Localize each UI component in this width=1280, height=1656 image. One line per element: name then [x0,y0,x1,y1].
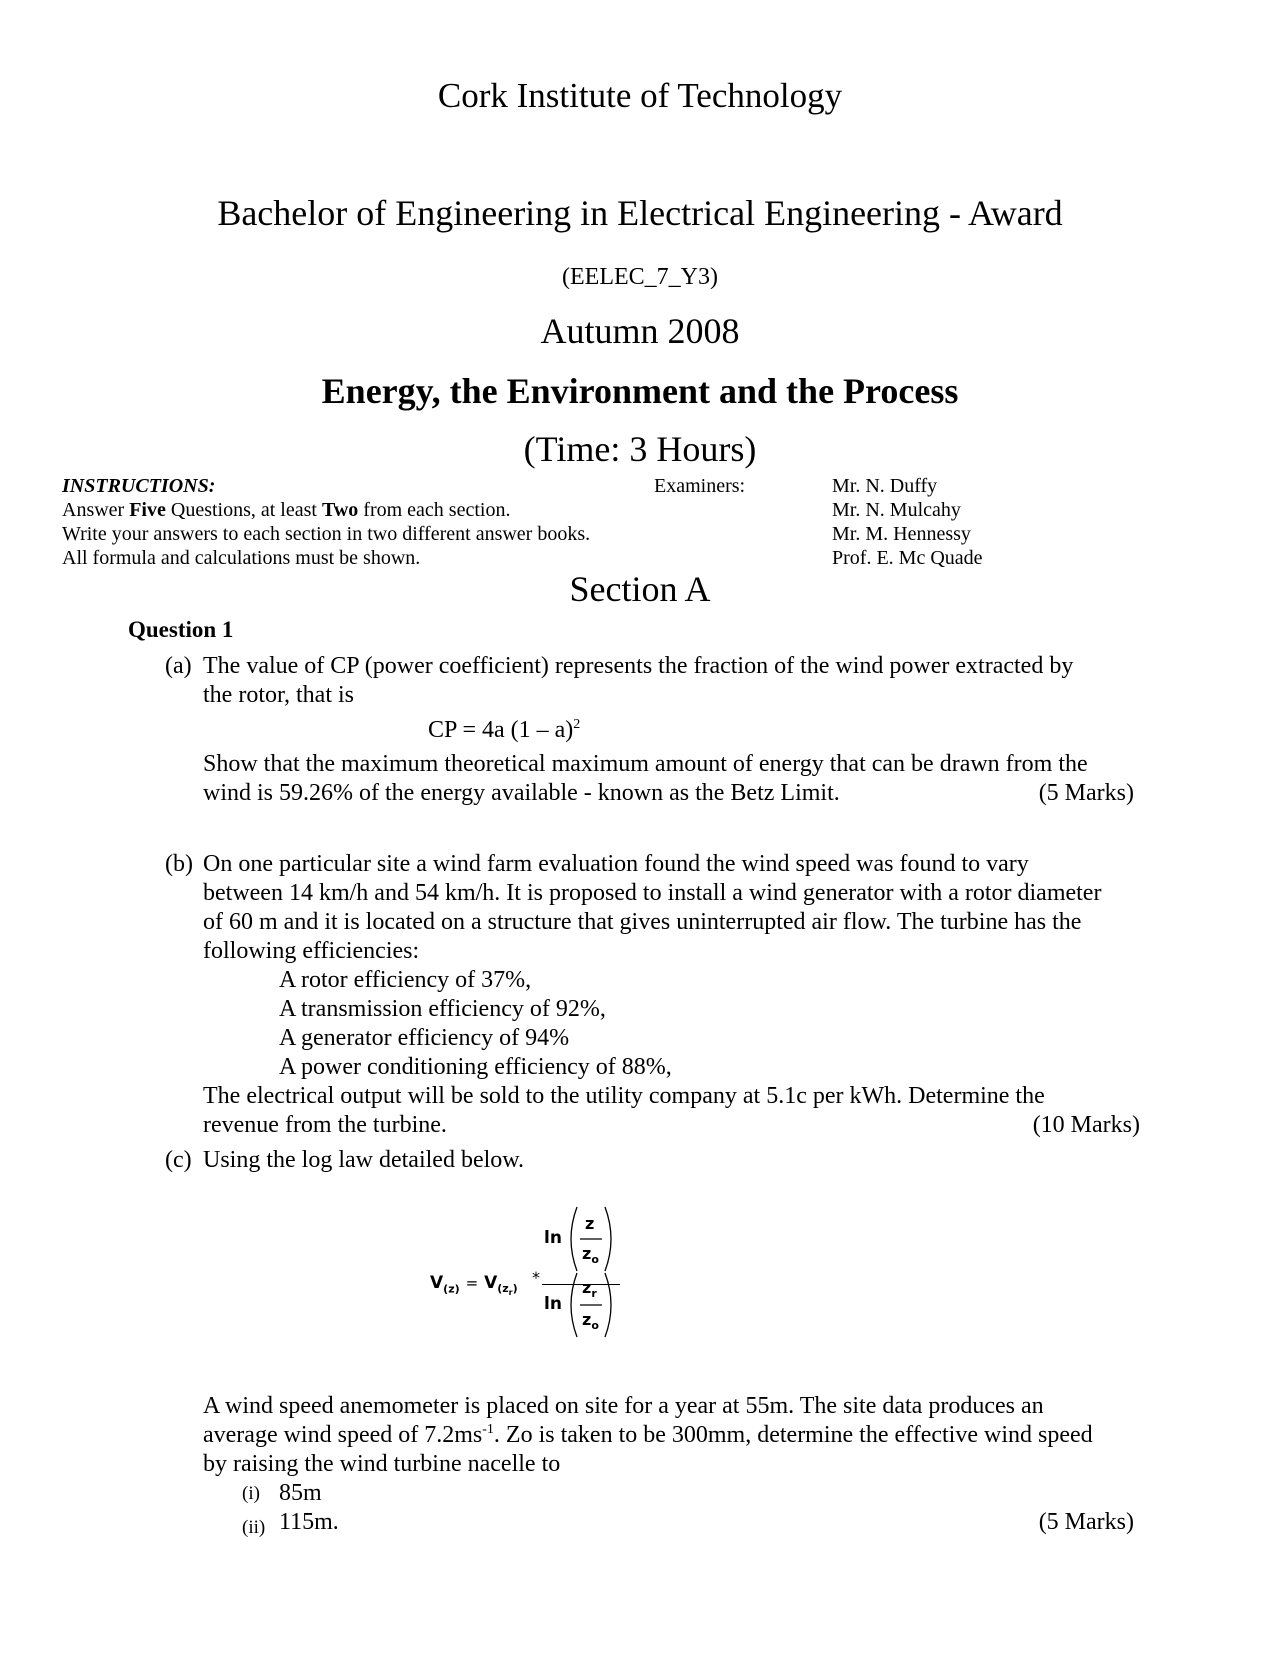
text-line: Show that the maximum theoretical maximum amount of energy that can be drawn from the [203,751,1088,777]
examiners-label: Examiners: [654,475,746,497]
subpart-value: 115m. [279,1509,339,1535]
subpart-label: (ii) [242,1517,266,1538]
text-line: of 60 m and it is located on a structure that gives uninterrupted air flow. The turbine has the [203,909,1082,935]
formula-symbol: V [430,1273,444,1293]
institution-title: Cork Institute of Technology [437,76,843,115]
formula-subscript: (z [497,1282,509,1296]
formula-symbol: z [582,1310,592,1329]
part-a-marks: (5 Marks) [1038,780,1134,806]
text-segment: average wind speed of 7.2ms [203,1422,483,1448]
subpart-label: (i) [242,1483,260,1504]
examiner-name: Prof. E. Mc Quade [832,547,983,569]
efficiency-item: A transmission efficiency of 92%, [279,996,606,1022]
subpart-value: 85m [279,1480,322,1506]
exam-session: Autumn 2008 [540,311,740,351]
instruction-line-2: Write your answers to each section in two different answer books. [62,523,591,545]
instruction-line-3: All formula and calculations must be shown. [62,547,421,569]
section-title: Section A [569,569,711,609]
text-line: between 14 km/h and 54 km/h. It is proposed to install a wind generator with a rotor diameter [203,880,1102,906]
equation-exponent: 2 [573,717,581,732]
part-c-marks: (5 Marks) [1038,1509,1134,1535]
log-law-formula [430,1210,630,1350]
examiners-list [832,474,983,570]
subpart-values [279,1479,339,1537]
formula-subscript: (z) [443,1282,460,1296]
formula-star: * [532,1268,540,1287]
formula-subscript: o [591,1253,599,1267]
efficiency-item: A generator efficiency of 94% [279,1025,570,1051]
exam-duration: (Time: 3 Hours) [523,429,757,469]
instruction-text: from each section. [358,499,511,521]
text-segment: . Zo is taken to be 300mm, determine the effective wind speed [493,1422,1093,1448]
course-code: (EELEC_7_Y3) [562,264,718,290]
efficiency-list [279,966,672,1082]
text-line: wind is 59.26% of the energy available - known as the Betz Limit. [203,780,840,806]
text-line: revenue from the turbine. [203,1112,447,1138]
text-line: The value of CP (power coefficient) represents the fraction of the wind power extracted by [203,653,1074,679]
numerator-ln: ln [544,1228,562,1248]
formula-symbol: z [582,1278,592,1297]
part-c-text [203,1392,1093,1479]
examiner-name: Mr. N. Mulcahy [832,499,961,521]
part-c-label: (c) [165,1147,192,1173]
formula-symbol: V [484,1273,498,1293]
instruction-text: Answer [62,499,130,521]
unit-exponent: -1 [482,1422,494,1437]
formula-subscript: r [591,1287,597,1301]
formula-subscript: o [591,1319,599,1333]
question-title: Question 1 [128,617,234,642]
formula-symbol: z [582,1244,592,1263]
part-b-marks: (10 Marks) [1032,1112,1140,1138]
examiner-name: Mr. N. Duffy [832,475,938,497]
instructions-heading: INSTRUCTIONS: [62,475,216,497]
instruction-bold: Two [321,499,359,521]
denominator-ln: ln [544,1294,562,1314]
part-b-label: (b) [165,851,193,877]
subpart-labels [242,1479,265,1542]
text-line [203,1421,1093,1450]
efficiency-item: A rotor efficiency of 37%, [279,967,532,993]
programme-title: Bachelor of Engineering in Electrical Engineering - Award [217,193,1063,233]
betz-equation [428,716,580,745]
instruction-line-1 [62,498,590,522]
text-line: The electrical output will be sold to the utility company at 5.1c per kWh. Determine the [203,1083,1045,1109]
part-a-text-2 [203,750,1088,808]
formula-equals: = [465,1274,479,1292]
part-c-intro: Using the log law detailed below. [203,1147,525,1173]
text-line: On one particular site a wind farm evaluation found the wind speed was found to vary [203,851,1029,877]
text-line: following efficiencies: [203,938,420,964]
instruction-text: Questions, at least [165,499,322,521]
examiner-name: Mr. M. Hennessy [832,523,971,545]
subject-title: Energy, the Environment and the Process [321,371,959,411]
numerator-bottom [582,1244,599,1266]
denominator-bottom [582,1310,599,1332]
text-line: A wind speed anemometer is placed on site for a year at 55m. The site data produces an [203,1393,1044,1419]
numerator-top: z [585,1214,595,1233]
denominator-top [582,1278,597,1300]
text-line: the rotor, that is [203,682,355,708]
part-a-label: (a) [165,653,192,679]
part-b-text [203,850,1101,966]
equation-text: CP = 4a (1 – a) [428,717,574,743]
formula-lhs [430,1273,518,1298]
instructions-block [62,474,590,570]
text-line: by raising the wind turbine nacelle to [203,1451,561,1477]
formula-subsubscript: r [508,1288,513,1298]
instruction-bold: Five [129,499,166,521]
efficiency-item: A power conditioning efficiency of 88%, [279,1054,672,1080]
part-b-text-2 [203,1082,1045,1140]
formula-subscript: ) [512,1282,518,1296]
part-a-text [203,652,1073,710]
